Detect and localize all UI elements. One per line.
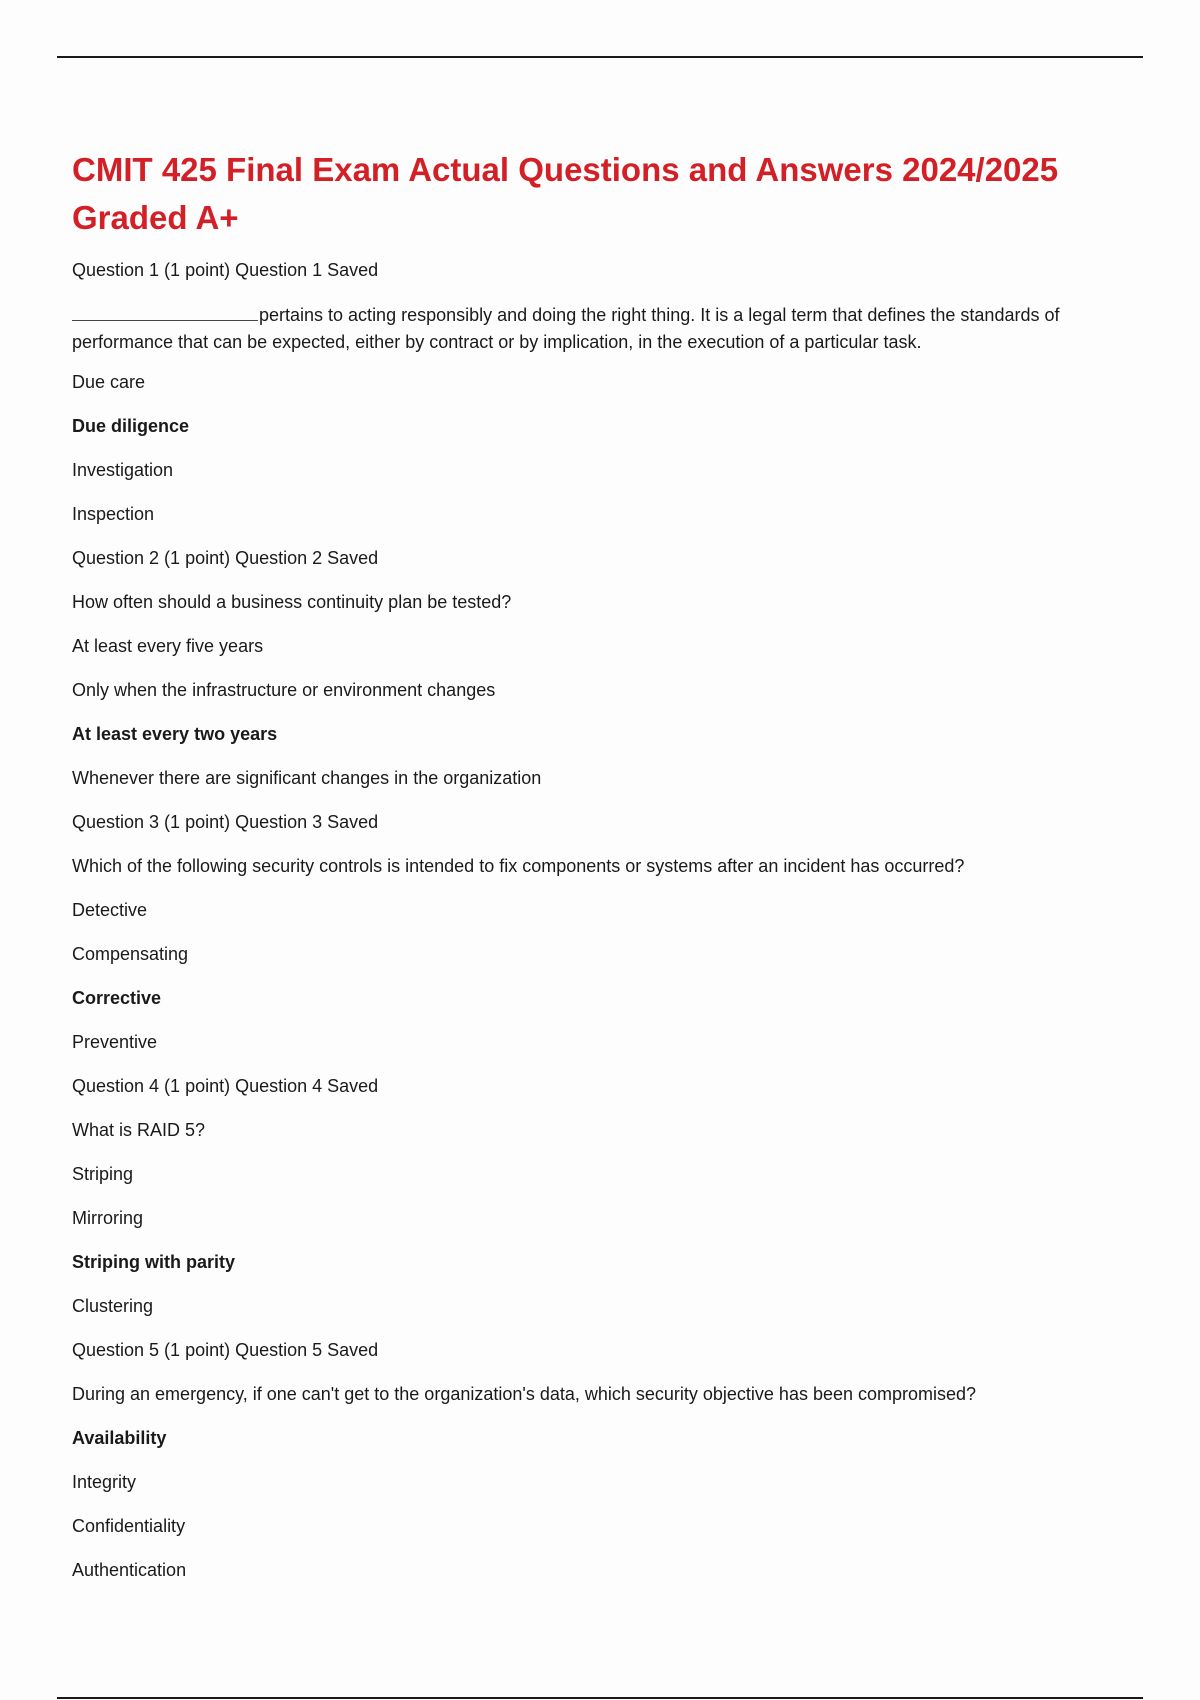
question-block (72, 258, 1132, 527)
question-header: Question 2 (1 point) Question 2 Saved (72, 548, 379, 568)
correct-answer-option: Due diligence (72, 416, 190, 436)
answer-option: Clustering (72, 1296, 154, 1316)
answer-option: Whenever there are significant changes in the organization (72, 768, 542, 788)
answer-option: Striping (72, 1164, 134, 1184)
correct-answer-option: Corrective (72, 988, 162, 1008)
question-header: Question 1 (1 point) Question 1 Saved (72, 260, 379, 280)
correct-answer-option: At least every two years (72, 724, 278, 744)
answer-option: Detective (72, 900, 148, 920)
answer-option: Inspection (72, 504, 155, 524)
answer-option: Due care (72, 372, 146, 392)
question-header: Question 4 (1 point) Question 4 Saved (72, 1076, 379, 1096)
answer-option: Integrity (72, 1472, 137, 1492)
answer-option: Compensating (72, 944, 189, 964)
question-block (72, 546, 1132, 791)
answer-option: Only when the infrastructure or environment changes (72, 680, 496, 700)
correct-answer-option: Availability (72, 1428, 167, 1448)
answer-option: At least every five years (72, 636, 264, 656)
question-prompt: During an emergency, if one can't get to the organization's data, which security objective has been compromised? (72, 1384, 977, 1404)
question-header: Question 3 (1 point) Question 3 Saved (72, 812, 379, 832)
question-header: Question 5 (1 point) Question 5 Saved (72, 1340, 379, 1360)
document-title: CMIT 425 Final Exam Actual Questions and Answers 2024/2025 Graded A+ (72, 151, 1059, 236)
footer-rule (57, 1697, 1143, 1699)
question-prompt: How often should a business continuity plan be tested? (72, 592, 512, 612)
answer-option: Confidentiality (72, 1516, 186, 1536)
question-block (72, 1074, 1132, 1319)
question-prompt (72, 302, 1132, 356)
document-content (72, 146, 1132, 1602)
question-block (72, 810, 1132, 1055)
answer-option: Preventive (72, 1032, 158, 1052)
answer-option: Investigation (72, 460, 174, 480)
answer-option: Authentication (72, 1560, 187, 1580)
question-prompt-text: pertains to acting responsibly and doing the right thing. It is a legal term that defines the standards of performance that can be expected, either by contract or by implication, in the execution of a particular task. (72, 305, 1060, 352)
question-prompt: What is RAID 5? (72, 1120, 206, 1140)
question-prompt: Which of the following security controls is intended to fix components or systems after an incident has occurred? (72, 856, 965, 876)
header-rule (57, 56, 1143, 58)
correct-answer-option: Striping with parity (72, 1252, 236, 1272)
answer-option: Mirroring (72, 1208, 144, 1228)
answer-blank (72, 302, 258, 321)
question-block (72, 1338, 1132, 1583)
